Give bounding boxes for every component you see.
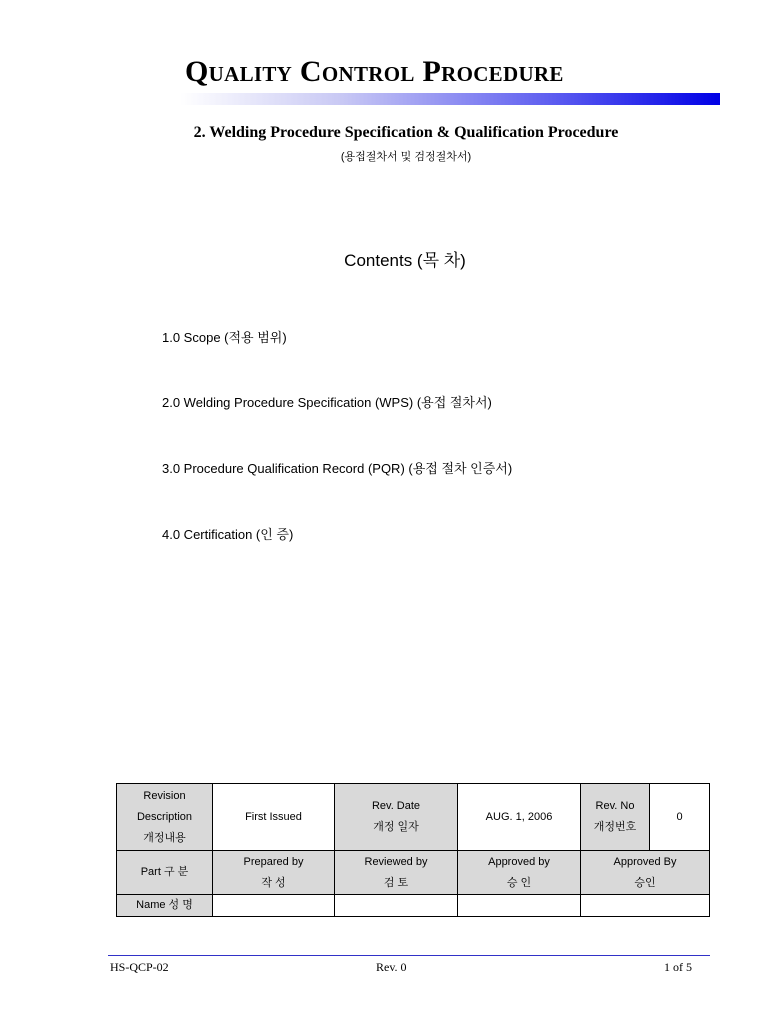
footer-revision: Rev. 0: [376, 960, 407, 974]
footer-page-number: 1 of 5: [664, 960, 692, 974]
prepared-by-label: Prepared by 작 성: [213, 851, 335, 895]
approved-by-2-name: [581, 895, 710, 917]
document-subtitle-korean: (용접절차서 및 검정절차서): [340, 151, 472, 163]
rev-date-label: Rev. Date 개정 일자: [335, 784, 458, 851]
toc-item-scope: 1.0 Scope (적용 범위): [162, 330, 287, 345]
toc-item-pqr: 3.0 Procedure Qualification Record (PQR) (용접 절차 인증서): [162, 461, 513, 476]
revision-table: [116, 783, 710, 917]
footer-divider: [108, 955, 710, 956]
name-row: [117, 895, 710, 917]
reviewed-by-label: Reviewed by 검 토: [335, 851, 458, 895]
approved-by-2-label: Approved By 승인: [581, 851, 710, 895]
part-label: Part 구 분: [117, 851, 213, 895]
rev-date-value: AUG. 1, 2006: [458, 784, 581, 851]
revision-row: [117, 784, 710, 851]
toc-item-wps: 2.0 Welding Procedure Specification (WPS) (용접 절차서): [162, 395, 492, 410]
rev-no-value: 0: [650, 784, 710, 851]
title-gradient-bar: [180, 93, 720, 105]
approved-by-name: [458, 895, 581, 917]
role-row: [117, 851, 710, 895]
revision-description-value: First Issued: [213, 784, 335, 851]
contents-heading: Contents (목 차): [344, 251, 466, 270]
page-title: Quality Control Procedure: [185, 55, 564, 88]
rev-no-label: Rev. No 개정번호: [581, 784, 650, 851]
prepared-by-name: [213, 895, 335, 917]
reviewed-by-name: [335, 895, 458, 917]
approved-by-label: Approved by 승 인: [458, 851, 581, 895]
document-subtitle: 2. Welding Procedure Specification & Qualification Procedure: [193, 124, 619, 141]
name-label: Name 성 명: [117, 895, 213, 917]
footer-doc-code: HS-QCP-02: [110, 960, 169, 974]
revision-description-label: Revision Description 개정내용: [117, 784, 213, 851]
toc-item-certification: 4.0 Certification (인 증): [162, 527, 294, 542]
